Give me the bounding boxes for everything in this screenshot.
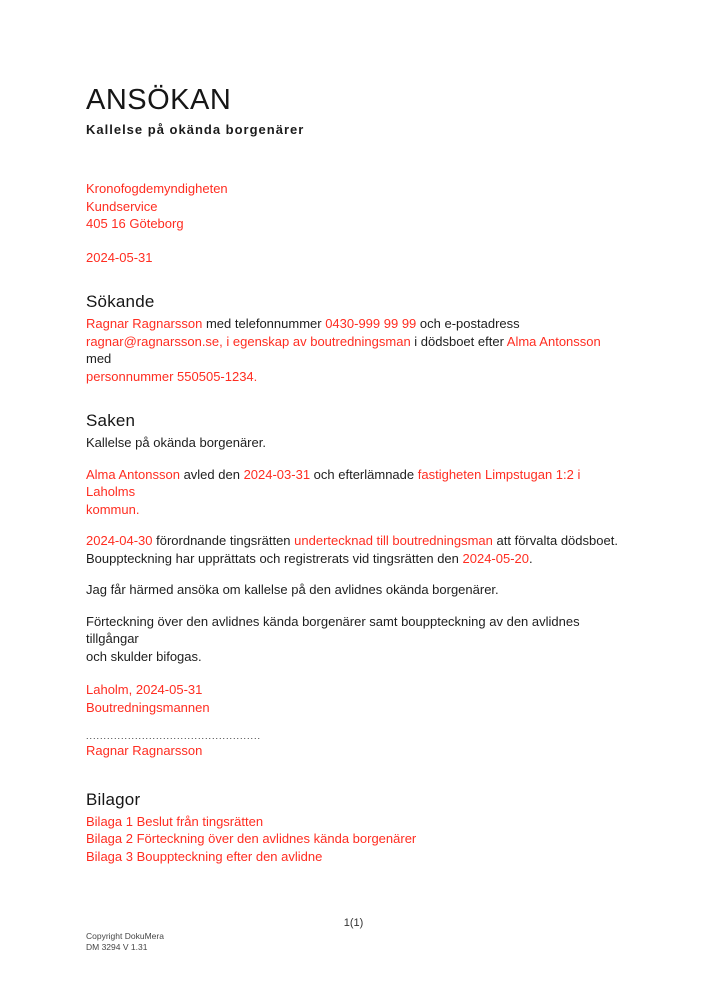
field-value: 2024-04-30 bbox=[86, 533, 153, 548]
text-run: och e-postadress bbox=[416, 316, 520, 331]
signature-dotted-line: .................................................. bbox=[86, 731, 262, 741]
field-value: 2024-05-20 bbox=[462, 550, 529, 566]
recipient-address-block bbox=[86, 180, 627, 233]
signature-name: Ragnar Ragnarsson bbox=[86, 743, 203, 758]
field-value: undertecknad till boutredningsman bbox=[294, 533, 493, 548]
sokande-paragraph bbox=[86, 315, 627, 385]
text-run: och efterlämnade bbox=[310, 466, 418, 482]
signature-place-date: Laholm, 2024-05-31 bbox=[86, 682, 203, 697]
field-value: Ragnar Ragnarsson bbox=[86, 316, 203, 331]
signature-role: Boutredningsmannen bbox=[86, 699, 210, 715]
field-value: kommun. bbox=[86, 501, 140, 517]
document-subtitle: Kallelse på okända borgenärer bbox=[86, 122, 305, 137]
field-value: 0430-999 99 99 bbox=[325, 316, 417, 331]
recipient-line: Kundservice bbox=[86, 198, 158, 214]
footer-copyright-block bbox=[86, 931, 164, 953]
page-number: 1(1) bbox=[343, 917, 364, 929]
saken-request-paragraph bbox=[86, 581, 627, 599]
footer-copyright: Copyright DokuMera bbox=[86, 931, 164, 941]
text-run: Jag får härmed ansöka om kallelse på den avlidnes okända borgenärer. bbox=[86, 582, 499, 597]
signature-block bbox=[86, 681, 627, 760]
text-run: förordnande tingsrätten bbox=[152, 533, 295, 548]
text-run: Kallelse på okända borgenärer. bbox=[86, 435, 266, 450]
saken-death-paragraph bbox=[86, 466, 627, 519]
field-value: personnummer 550505-1234. bbox=[86, 368, 258, 384]
section-heading-saken: Saken bbox=[86, 411, 136, 430]
footer-doc-id: DM 3294 V 1.31 bbox=[86, 942, 148, 952]
bilaga-item: Bilaga 1 Beslut från tingsrätten bbox=[86, 813, 264, 829]
recipient-line: 405 16 Göteborg bbox=[86, 216, 184, 231]
text-run: avled den bbox=[179, 466, 244, 482]
field-value: ragnar@ragnarsson.se, i egenskap av boutredningsman bbox=[86, 333, 411, 349]
text-run: Förteckning över den avlidnes kända borgenärer samt bouppteckning av den avlidnes tillgångar bbox=[86, 613, 580, 646]
recipient-line: Kronofogdemyndigheten bbox=[86, 181, 228, 196]
text-run: att förvalta dödsboet. bbox=[492, 533, 618, 548]
section-heading-sokande: Sökande bbox=[86, 292, 155, 311]
field-value: Alma Antonsson bbox=[506, 333, 601, 349]
section-heading-bilagor: Bilagor bbox=[86, 789, 141, 809]
saken-court-paragraph bbox=[86, 532, 627, 567]
saken-enclosure-paragraph bbox=[86, 613, 627, 666]
document-title: ANSÖKAN bbox=[86, 84, 232, 116]
saken-intro-paragraph bbox=[86, 434, 627, 452]
field-value: fastigheten Limpstugan 1:2 i Laholms bbox=[86, 466, 581, 499]
bilagor-list bbox=[86, 813, 627, 866]
bilaga-item: Bilaga 2 Förteckning över den avlidnes kända borgenärer bbox=[86, 831, 417, 846]
text-run: Bouppteckning har upprättats och registrerats vid tingsrätten den bbox=[86, 550, 463, 566]
bilaga-item: Bilaga 3 Bouppteckning efter den avlidne bbox=[86, 848, 323, 864]
document-date: 2024-05-31 bbox=[86, 249, 153, 265]
text-run: med telefonnummer bbox=[202, 316, 326, 331]
field-value: Alma Antonsson bbox=[86, 466, 180, 482]
text-run: i dödsboet efter bbox=[410, 333, 507, 349]
text-run: och skulder bifogas. bbox=[86, 648, 202, 664]
text-run: med bbox=[86, 351, 112, 366]
text-run: . bbox=[529, 550, 533, 566]
field-value: 2024-03-31 bbox=[243, 466, 311, 482]
